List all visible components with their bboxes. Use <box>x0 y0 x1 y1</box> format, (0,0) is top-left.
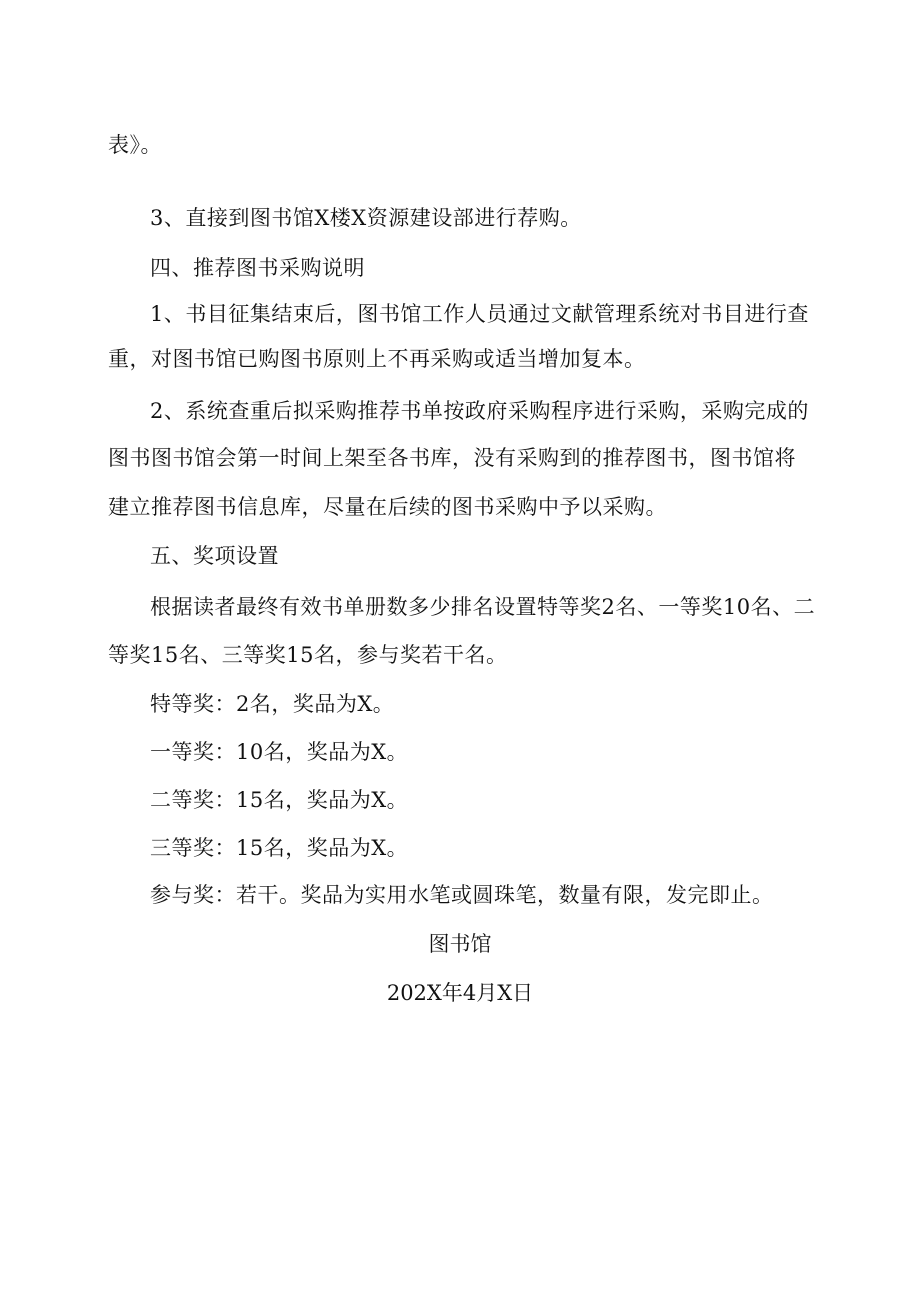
paragraph-line: 表》。 <box>108 133 162 157</box>
section-heading: 五、奖项设置 <box>150 544 279 568</box>
paragraph-line: 等奖15名、三等奖15名，参与奖若干名。 <box>108 643 508 667</box>
paragraph-line: 建立推荐图书信息库，尽量在后续的图书采购中予以采购。 <box>108 495 667 519</box>
prize-item-second: 二等奖：15名，奖品为X。 <box>150 788 409 812</box>
signature: 图书馆 <box>428 932 492 956</box>
paragraph-text: 根据读者最终有效书单册数多少排名设置特等奖2名、一等奖10名、 <box>150 595 794 619</box>
prize-item-first: 一等奖：10名，奖品为X。 <box>150 740 409 764</box>
paragraph-line: 重，对图书馆已购图书原则上不再采购或适当增加复本。 <box>108 347 646 371</box>
prize-item-participation: 参与奖：若干。奖品为实用水笔或圆珠笔，数量有限，发完即止。 <box>150 883 774 907</box>
section-heading: 四、推荐图书采购说明 <box>150 256 365 280</box>
paragraph-line: 图书图书馆会第一时间上架至各书库，没有采购到的推荐图书，图书馆将 <box>108 446 796 470</box>
paragraph-text: 二 <box>793 595 816 619</box>
paragraph-line <box>150 592 816 622</box>
date: 202X年4月X日 <box>386 981 534 1005</box>
paragraph-line: 1、书目征集结束后，图书馆工作人员通过文献管理系统对书目进行查 <box>150 302 809 326</box>
paragraph-line: 2、系统查重后拟采购推荐书单按政府采购程序进行采购，采购完成的 <box>150 399 809 423</box>
prize-item-special: 特等奖：2名，奖品为X。 <box>150 692 395 716</box>
prize-item-third: 三等奖：15名，奖品为X。 <box>150 836 409 860</box>
paragraph-line: 3、直接到图书馆X楼X资源建设部进行荐购。 <box>150 206 582 230</box>
